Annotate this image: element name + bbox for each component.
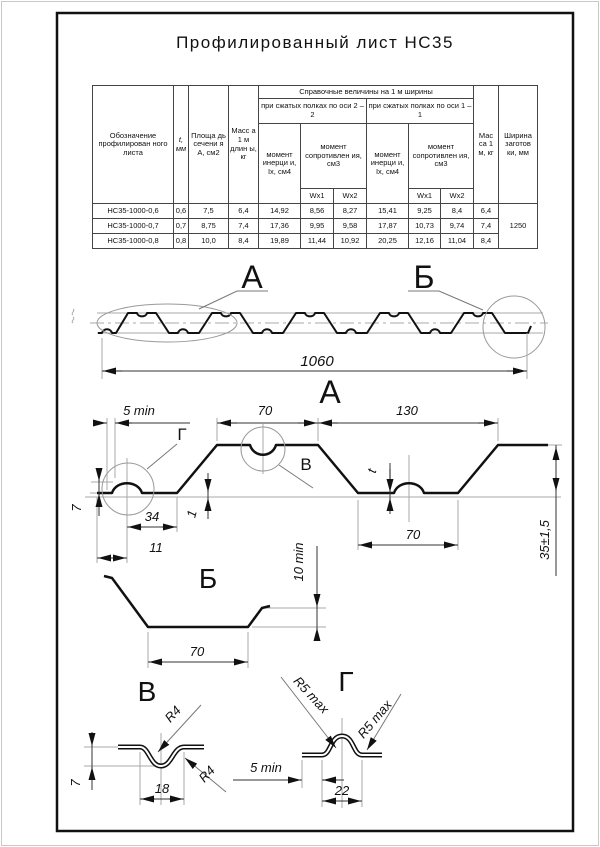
col-mass: Мас са 1 м, кг	[474, 86, 499, 204]
col-axis-2-2: при сжатых полках по оси 2 – 2	[259, 99, 367, 124]
detail-v-title: В	[137, 676, 157, 707]
drawing-title: Профилированный лист НС35	[176, 33, 454, 52]
table-cell: 10,92	[334, 234, 367, 249]
detail-g-view	[233, 666, 401, 808]
col-axis-1-1: при сжатых полках по оси 1 – 1	[367, 99, 474, 124]
table-cell: 11,04	[441, 234, 474, 249]
table-cell: 7,4	[229, 219, 259, 234]
table-cell: 14,92	[259, 204, 301, 219]
table-cell: 15,41	[367, 204, 409, 219]
table-cell: 9,25	[409, 204, 441, 219]
dim-b-flange: 70	[189, 644, 205, 659]
table-cell: 19,89	[259, 234, 301, 249]
table-cell: НС35-1000-0,7	[93, 219, 174, 234]
col-inertia-22: момент инерци и, Iх, см4	[259, 124, 301, 204]
overall-profile-view	[72, 259, 548, 379]
dim-edge-min: 5 min	[123, 403, 155, 418]
col-resistance-11: момент сопротивлен ия, см3	[409, 124, 474, 189]
col-wx1-22: Wx1	[301, 189, 334, 204]
col-mass-length: Масс а 1 м длин ы, кг	[229, 86, 259, 204]
table-cell: 8,75	[189, 219, 229, 234]
table-cell: 12,16	[409, 234, 441, 249]
table-cell: 7,4	[474, 219, 499, 234]
radius-label-r5-right: R5 max	[354, 697, 395, 742]
table-cell: 10,73	[409, 219, 441, 234]
table-cell: 10,0	[189, 234, 229, 249]
table-cell: 20,25	[367, 234, 409, 249]
table-cell: 0,6	[174, 204, 189, 219]
table-cell: 6,4	[474, 204, 499, 219]
table-cell: 7,5	[189, 204, 229, 219]
col-reference-values: Справочные величины на 1 м ширины	[259, 86, 474, 99]
detail-b-title: Б	[198, 563, 218, 594]
col-area: Площа дь сечени я А, см2	[189, 86, 229, 204]
table-cell: 8,4	[474, 234, 499, 249]
detail-a-view	[69, 374, 562, 576]
detail-b-callout-circle	[483, 296, 545, 358]
dim-groove-depth: 7	[68, 779, 83, 787]
dim-profile-height: 35±1,5	[537, 520, 552, 560]
table-cell: 11,44	[301, 234, 334, 249]
dim-pitch: 130	[396, 403, 418, 418]
dim-thickness: t	[363, 467, 380, 475]
radius-label-r5-left: R5 max	[290, 673, 333, 717]
callout-label-g: Г	[177, 425, 187, 444]
dim-1: 1	[183, 508, 200, 520]
col-resistance-22: момент сопротивлен ия, см3	[301, 124, 367, 189]
table-cell: 9,74	[441, 219, 474, 234]
table-cell: 0,8	[174, 234, 189, 249]
table-cell: 9,58	[334, 219, 367, 234]
col-wx2-11: Wx2	[441, 189, 474, 204]
dim-min-height: 10 min	[291, 542, 306, 582]
col-designation: Обозначение профилирован ного листа	[93, 86, 174, 204]
table-cell: 0,7	[174, 219, 189, 234]
dim-bottom-flange: 70	[405, 527, 421, 542]
table-cell: 8,27	[334, 204, 367, 219]
col-blank-width: Ширина заготов ки, мм	[499, 86, 538, 204]
detail-a-title: А	[319, 374, 341, 410]
dim-bump-width: 22	[334, 783, 350, 798]
table-cell: НС35-1000-0,6	[93, 204, 174, 219]
table-cell: 9,95	[301, 219, 334, 234]
dim-top-flange: 70	[257, 403, 273, 418]
sheet-break-mark	[72, 309, 74, 323]
dim-11: 11	[149, 540, 163, 555]
detail-b-view	[104, 542, 326, 668]
col-inertia-11: момент инерци и, Iх, см4	[367, 124, 409, 204]
table-cell: 8,4	[441, 204, 474, 219]
detail-a-profile-path	[97, 445, 548, 493]
dim-34: 34	[144, 509, 160, 524]
col-thickness: t, мм	[174, 86, 189, 204]
dim-edge-min: 5 min	[250, 760, 282, 775]
col-wx2-22: Wx2	[334, 189, 367, 204]
col-wx1-11: Wx1	[409, 189, 441, 204]
detail-b-profile-path	[104, 576, 270, 627]
table-cell: 17,36	[259, 219, 301, 234]
table-cell: 17,87	[367, 219, 409, 234]
detail-g-title: Г	[338, 666, 354, 697]
table-cell: 6,4	[229, 204, 259, 219]
table-cell: 8,56	[301, 204, 334, 219]
dim-groove-width: 18	[154, 781, 170, 796]
radius-label-r4-top: R4	[161, 702, 184, 726]
dim-bump-height: 7	[69, 504, 84, 512]
callout-circle-g	[102, 463, 154, 515]
detail-v-view	[68, 676, 226, 805]
table-cell: 8,4	[229, 234, 259, 249]
table-cell: НС35-1000-0,8	[93, 234, 174, 249]
dim-overall-width: 1060	[300, 353, 334, 370]
callout-label-a: А	[241, 259, 263, 295]
callout-label-b: Б	[413, 259, 435, 295]
radius-label-r4-bottom: R4	[195, 762, 218, 786]
callout-label-v: В	[300, 455, 312, 474]
blank-width-cell: 1250	[499, 204, 538, 249]
